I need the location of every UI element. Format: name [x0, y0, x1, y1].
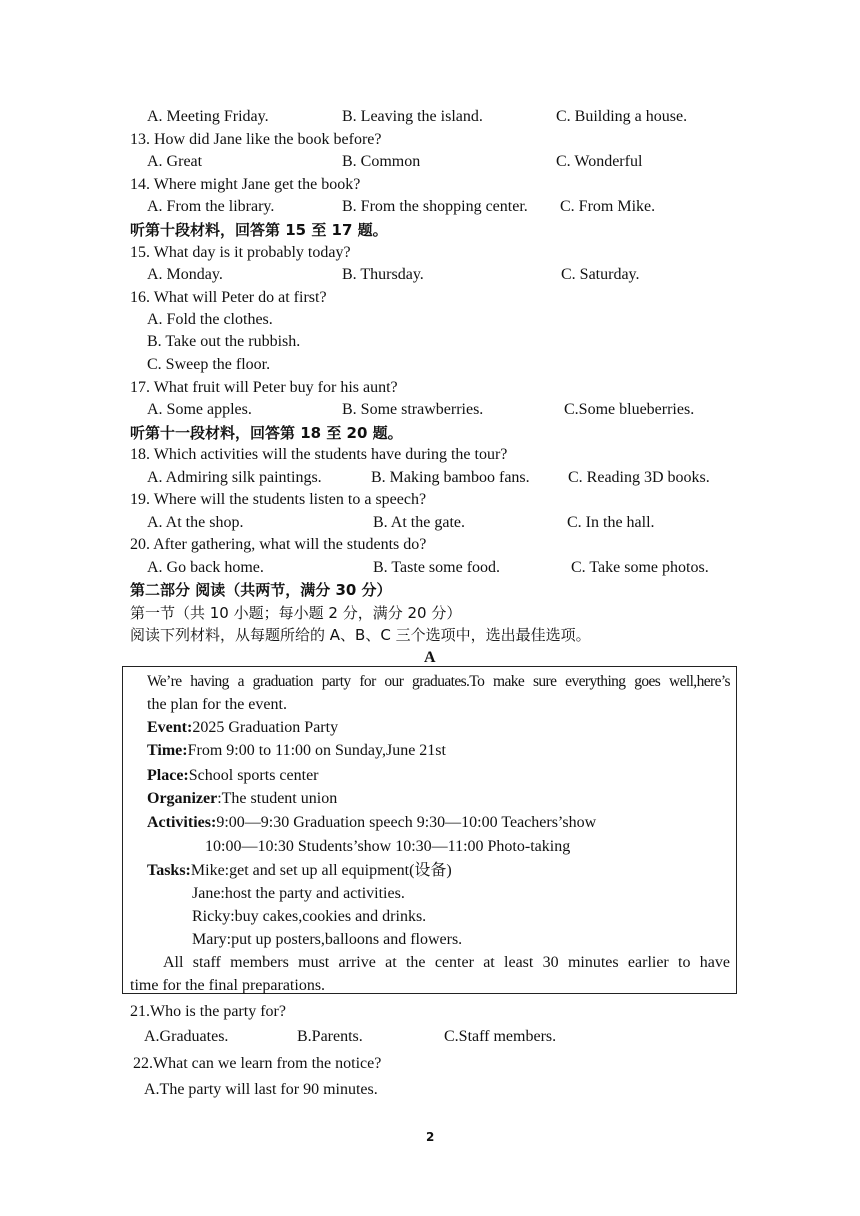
organizer-value: :The student union — [217, 790, 338, 807]
time-label: Time: — [147, 742, 188, 759]
q16-option-c: C. Sweep the floor. — [147, 356, 271, 373]
q19-option-b: B. At the gate. — [373, 514, 465, 531]
closing-line-1: All staff members must arrive at the center at least 30 minutes earlier to have — [163, 954, 730, 971]
q16-option-a: A. Fold the clothes. — [147, 311, 273, 328]
activities-line-2: 10:00—10:30 Students’show 10:30—11:00 Photo-taking — [205, 838, 571, 855]
q21-stem: 21.Who is the party for? — [130, 1003, 286, 1020]
q15-option-a: A. Monday. — [147, 266, 223, 283]
section-1-heading: 第一节（共 10 小题；每小题 2 分，满分 20 分） — [130, 604, 462, 622]
q20-stem: 20. After gathering, what will the students do? — [130, 536, 427, 553]
q20-option-c: C. Take some photos. — [571, 559, 709, 576]
page-number: 2 — [426, 1130, 435, 1144]
q14-stem: 14. Where might Jane get the book? — [130, 176, 361, 193]
q13-option-c: C. Wonderful — [556, 153, 643, 170]
q20-option-b: B. Taste some food. — [373, 559, 501, 576]
place-value: School sports center — [188, 767, 319, 784]
activities-line-1: 9:00—9:30 Graduation speech 9:30—10:00 Teachers’show — [216, 814, 597, 831]
q15-option-c: C. Saturday. — [561, 266, 640, 283]
q18-option-b: B. Making bamboo fans. — [371, 469, 530, 486]
q15-option-b: B. Thursday. — [342, 266, 424, 283]
q14-option-a: A. From the library. — [147, 198, 275, 215]
q18-option-c: C. Reading 3D books. — [568, 469, 710, 486]
q17-option-b: B. Some strawberries. — [342, 401, 484, 418]
q12-option-b: B. Leaving the island. — [342, 108, 483, 125]
task-mary: Mary:put up posters,balloons and flowers. — [192, 931, 463, 948]
activities-label: Activities: — [147, 814, 217, 831]
q12-option-c: C. Building a house. — [556, 108, 688, 125]
passage-letter: A — [424, 649, 436, 666]
q20-option-a: A. Go back home. — [147, 559, 264, 576]
q16-option-b: B. Take out the rubbish. — [147, 333, 301, 350]
reading-instruction: 阅读下列材料，从每题所给的 A、B、C 三个选项中，选出最佳选项。 — [130, 626, 591, 644]
task-jane: Jane:host the party and activities. — [192, 885, 405, 902]
place-label: Place: — [147, 767, 189, 784]
time-row — [147, 741, 446, 761]
q14-option-c: C. From Mike. — [560, 198, 656, 215]
event-row — [147, 718, 338, 738]
q13-option-a: A. Great — [147, 153, 203, 170]
q17-option-a: A. Some apples. — [147, 401, 252, 418]
activities-row — [147, 813, 596, 833]
q18-stem: 18. Which activities will the students have during the tour? — [130, 446, 508, 463]
q13-stem: 13. How did Jane like the book before? — [130, 131, 382, 148]
organizer-row — [147, 789, 337, 809]
task-mike: Mike:get and set up all equipment(设备) — [190, 862, 452, 879]
tasks-label: Tasks: — [147, 862, 191, 879]
part-2-heading: 第二部分 阅读（共两节，满分 30 分） — [130, 581, 392, 599]
q22-stem: 22.What can we learn from the notice? — [133, 1055, 382, 1072]
q14-option-b: B. From the shopping center. — [342, 198, 528, 215]
passage-intro-line-1: We’re having a graduation party for our graduates.To make sure everything goes well,here’s — [147, 673, 730, 690]
q15-stem: 15. What day is it probably today? — [130, 244, 351, 261]
q16-stem: 16. What will Peter do at first? — [130, 289, 327, 306]
q18-option-a: A. Admiring silk paintings. — [147, 469, 322, 486]
task-ricky: Ricky:buy cakes,cookies and drinks. — [192, 908, 427, 925]
closing-line-2: time for the final preparations. — [130, 977, 326, 994]
q21-option-c: C.Staff members. — [444, 1028, 557, 1045]
event-value: 2025 Graduation Party — [192, 719, 339, 736]
q13-option-b: B. Common — [342, 153, 421, 170]
organizer-label: Organizer — [147, 790, 218, 807]
section-11-heading: 听第十一段材料，回答第 18 至 20 题。 — [130, 424, 403, 442]
q12-option-a: A. Meeting Friday. — [147, 108, 269, 125]
section-10-heading: 听第十段材料，回答第 15 至 17 题。 — [130, 221, 388, 239]
q17-stem: 17. What fruit will Peter buy for his aunt? — [130, 379, 398, 396]
tasks-row — [147, 861, 452, 881]
q17-option-c: C.Some blueberries. — [564, 401, 695, 418]
q22-option-a: A.The party will last for 90 minutes. — [144, 1081, 378, 1098]
event-label: Event: — [147, 719, 193, 736]
passage-intro-line-2: the plan for the event. — [147, 696, 287, 713]
q21-option-a: A.Graduates. — [144, 1028, 229, 1045]
q21-option-b: B.Parents. — [297, 1028, 363, 1045]
q19-stem: 19. Where will the students listen to a speech? — [130, 491, 427, 508]
q19-option-c: C. In the hall. — [567, 514, 655, 531]
time-value: From 9:00 to 11:00 on Sunday,June 21st — [187, 742, 446, 759]
place-row — [147, 766, 319, 786]
q19-option-a: A. At the shop. — [147, 514, 244, 531]
